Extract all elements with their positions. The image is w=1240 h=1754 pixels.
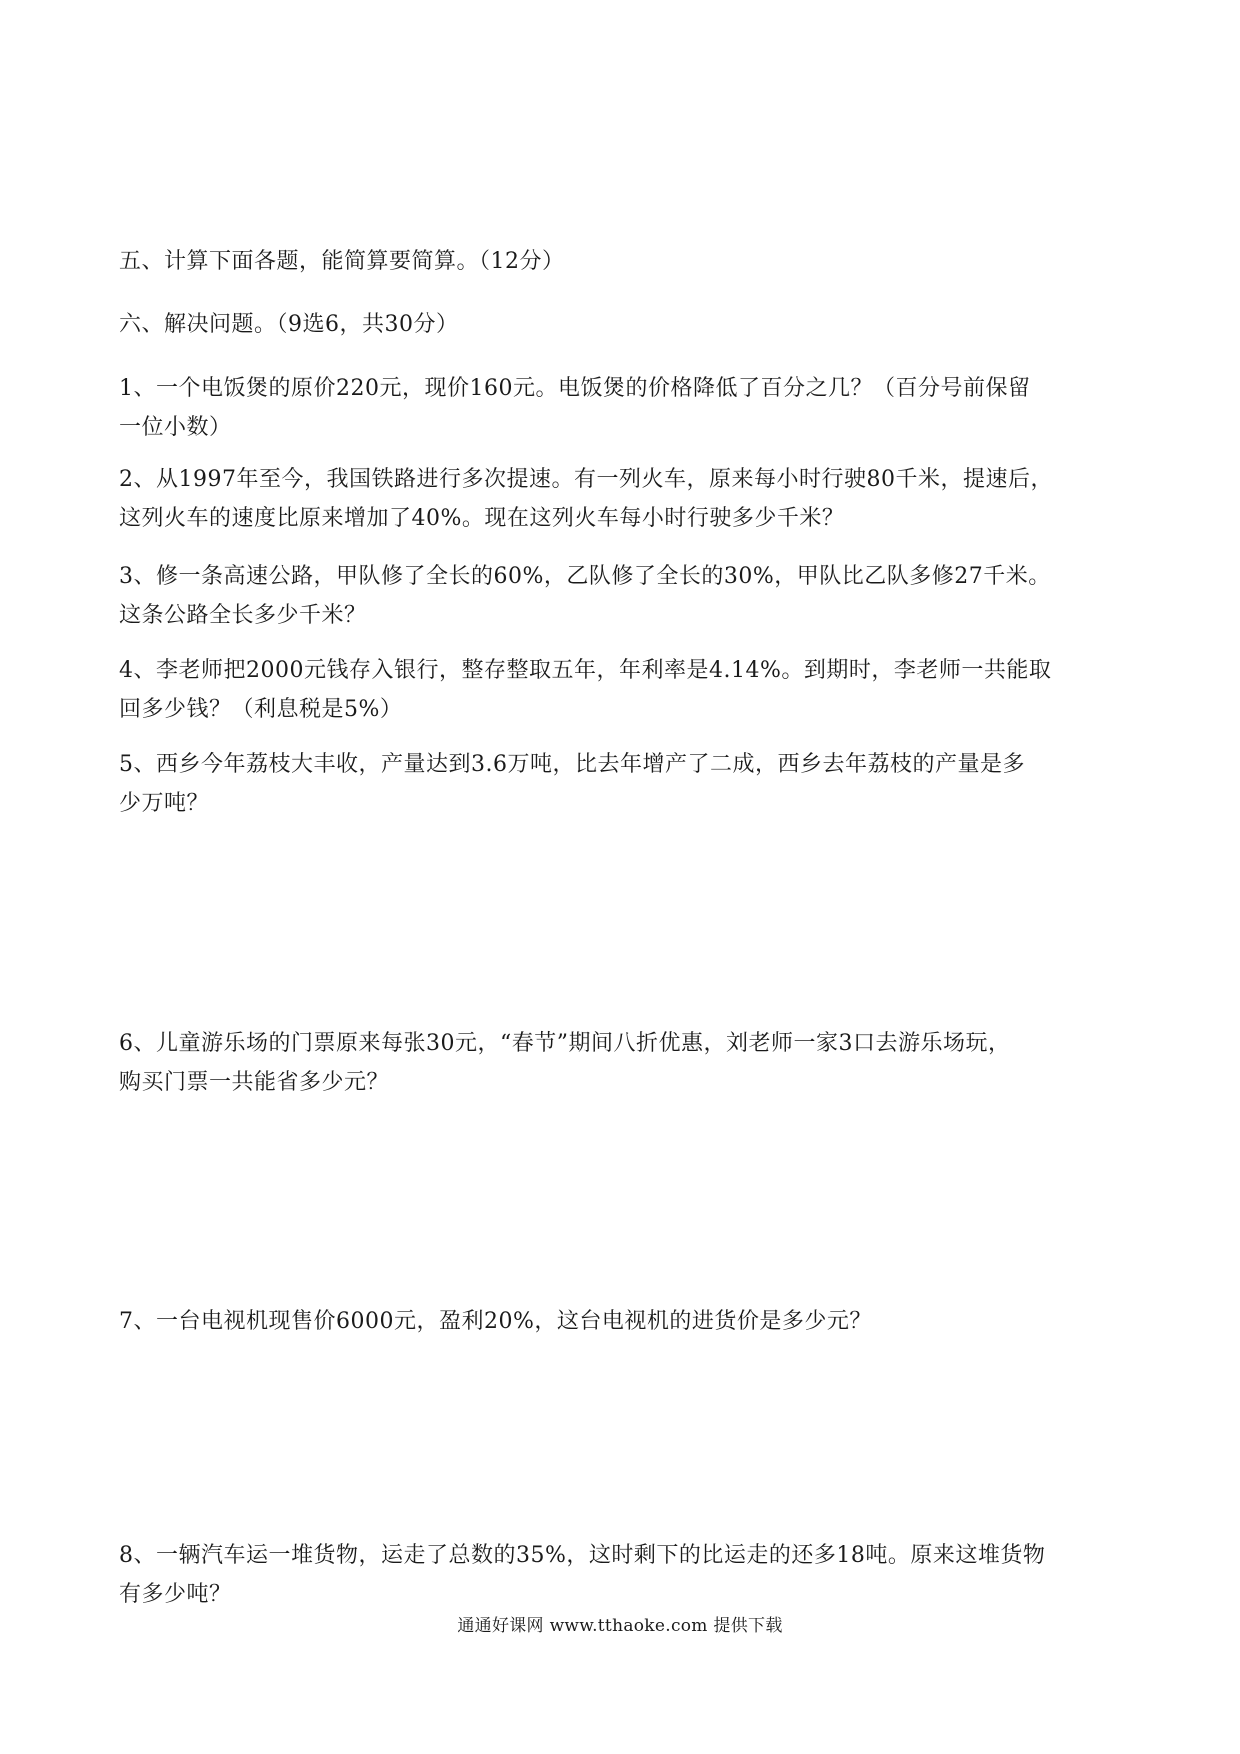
problem-2: 2、从1997年至今，我国铁路进行多次提速。有一列火车，原来每小时行驶80千米，提速后， 这列火车的速度比原来增加了40%。现在这列火车每小时行驶多少千米？ <box>119 467 1053 531</box>
problem-3: 3、修一条高速公路，甲队修了全长的60%，乙队修了全长的30%，甲队比乙队多修27千米。 这条公路全长多少千米？ <box>119 564 1051 628</box>
problem-4: 4、李老师把2000元钱存入银行，整存整取五年，年利率是4.14%。到期时，李老师一共能取 回多少钱？（利息税是5%） <box>119 658 1052 722</box>
section-6-heading: 六、解决问题。（9选6，共30分） <box>119 312 459 337</box>
problem-6: 6、儿童游乐场的门票原来每张30元，“春节”期间八折优惠，刘老师一家3口去游乐场玩， 购买门票一共能省多少元？ <box>119 1031 1011 1095</box>
footer-watermark: 通通好课网 www.tthaoke.com 提供下载 <box>457 1616 783 1636</box>
problem-7: 7、一台电视机现售价6000元，盈利20%，这台电视机的进货价是多少元？ <box>119 1309 872 1334</box>
problem-1: 1、一个电饭煲的原价220元，现价160元。电饭煲的价格降低了百分之几？（百分号前保留 一位小数） <box>119 376 1031 440</box>
section-5-heading: 五、计算下面各题，能简算要简算。（12分） <box>119 249 565 274</box>
problem-5: 5、西乡今年荔枝大丰收，产量达到3.6万吨，比去年增产了二成，西乡去年荔枝的产量是多 少万吨？ <box>119 752 1025 816</box>
problem-8: 8、一辆汽车运一堆货物，运走了总数的35%，这时剩下的比运走的还多18吨。原来这堆货物 有多少吨？ <box>119 1543 1046 1607</box>
